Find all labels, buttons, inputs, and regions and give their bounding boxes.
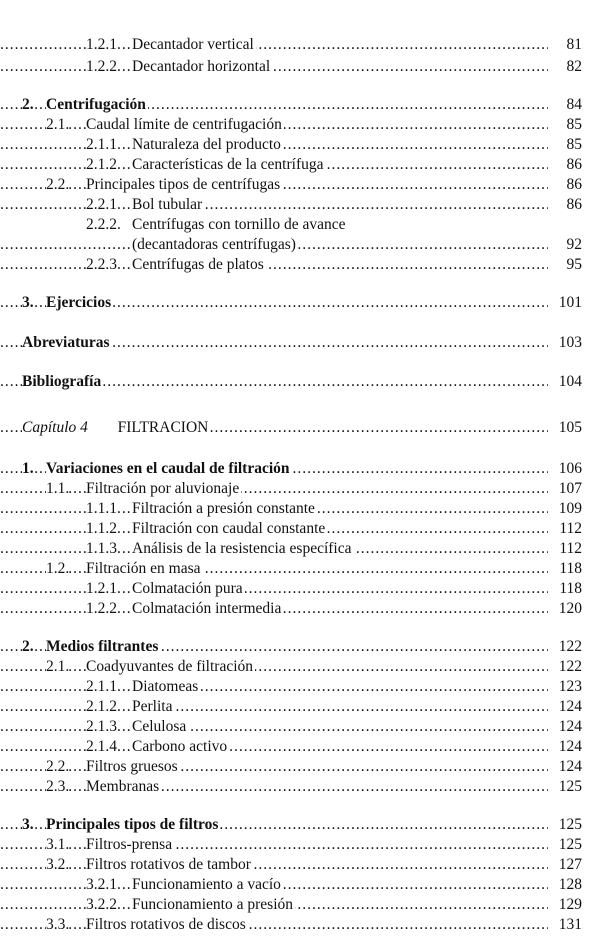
toc-entry-number: 1.2.2.	[86, 600, 121, 617]
toc-entry-number: 1.2.1.	[86, 580, 121, 597]
toc-entry	[0, 36, 600, 58]
chapter-label: Capítulo 4	[22, 419, 88, 436]
toc-entry-page: 128	[558, 876, 582, 893]
toc-entry	[0, 560, 600, 582]
toc-entry-title: Decantador horizontal	[132, 58, 271, 75]
toc-entry-title: Funcionamiento a vacío	[132, 876, 281, 893]
toc-entry-title: Abreviaturas	[22, 334, 110, 351]
toc-entry	[0, 678, 600, 700]
toc-entry-page: 101	[558, 294, 582, 311]
toc-entry	[0, 540, 600, 562]
toc-entry-title: Diatomeas	[132, 678, 199, 695]
toc-entry-number: 3.	[22, 816, 34, 833]
toc-entry-title: Decantador vertical	[132, 36, 254, 53]
toc-entry-page: 124	[558, 698, 582, 715]
toc-entry-page: 86	[566, 176, 582, 193]
toc-entry-number: 2.1.2.	[86, 156, 121, 173]
toc-entry-title: Carbono activo	[132, 738, 228, 755]
toc-entry-title: Colmatación intermedia	[132, 600, 282, 617]
toc-entry-number: 1.2.2.	[86, 58, 121, 75]
toc-entry-title: Caudal límite de centrifugación	[86, 116, 282, 133]
toc-entry-number: 1.1.1.	[86, 500, 121, 517]
toc-entry-page: 118	[559, 580, 582, 597]
toc-entry-page: 123	[558, 678, 582, 695]
chapter-heading	[0, 419, 600, 441]
toc-entry-page: 85	[566, 136, 582, 153]
toc-entry-title: Funcionamiento a presión	[132, 896, 293, 913]
toc-entry-page: 92	[566, 236, 582, 253]
toc-entry-page: 112	[559, 520, 582, 537]
toc-leader-dots	[0, 678, 548, 696]
toc-entry	[0, 156, 600, 178]
toc-entry-title: Filtración con caudal constante	[132, 520, 326, 537]
toc-entry-title: Centrífugas de platos	[132, 256, 264, 273]
toc-entry	[0, 816, 600, 838]
toc-entry-number: 1.	[22, 460, 34, 477]
toc-entry-page: 122	[558, 638, 582, 655]
toc-entry-page: 120	[558, 600, 582, 617]
toc-entry-page: 104	[558, 373, 582, 390]
toc-entry	[0, 876, 600, 898]
toc-entry-page: 107	[558, 480, 582, 497]
toc-leader-dots	[0, 758, 548, 776]
toc-entry-title: Naturaleza del producto	[132, 136, 281, 153]
toc-entry-title: Centrifugación	[46, 96, 146, 113]
toc-entry	[0, 196, 600, 218]
chapter-title: FILTRACION	[117, 419, 209, 436]
toc-entry-number: 2.3.	[46, 778, 70, 795]
toc-leader-dots	[0, 256, 548, 274]
toc-leader-dots	[0, 698, 548, 716]
toc-entry-page: 82	[566, 58, 582, 75]
toc-entry-page: 125	[558, 836, 582, 853]
toc-entry-page: 81	[566, 36, 582, 53]
toc-entry-title: Bol tubular	[132, 196, 203, 213]
toc-leader-dots	[0, 658, 548, 676]
toc-entry-number: 3.2.1.	[86, 876, 121, 893]
toc-entry	[0, 58, 600, 80]
toc-entry	[0, 856, 600, 878]
toc-leader-dots	[0, 58, 548, 76]
toc-entry-page: 86	[566, 196, 582, 213]
toc-entry	[0, 698, 600, 720]
toc-entry-title: Centrífugas con tornillo de avance	[132, 216, 346, 233]
toc-entry	[0, 116, 600, 138]
toc-entry-number: 2.	[22, 96, 34, 113]
toc-entry-title: Membranas	[86, 778, 160, 795]
toc-entry-title: Principales tipos de centrífugas	[86, 176, 281, 193]
toc-entry-title: Ejercicios	[46, 294, 112, 311]
toc-entry-title: Colmatación pura	[132, 580, 243, 597]
toc-entry-number: 2.1.4.	[86, 738, 121, 755]
toc-entry	[0, 460, 600, 482]
toc-entry	[0, 836, 600, 858]
toc-entry-title: Filtros rotativos de discos	[86, 916, 246, 933]
toc-entry-page: 84	[566, 96, 582, 113]
toc-leader-dots	[0, 778, 548, 796]
toc-entry	[0, 216, 600, 238]
toc-entry-page: 112	[559, 540, 582, 557]
toc-entry	[0, 136, 600, 158]
toc-entry-page: 85	[566, 116, 582, 133]
chapter-page: 105	[558, 419, 582, 436]
toc-entry-page: 124	[558, 758, 582, 775]
toc-entry	[0, 916, 600, 938]
toc-entry-page: 95	[566, 256, 582, 273]
toc-entry-page: 125	[558, 816, 582, 833]
toc-entry-number: 2.1.3.	[86, 718, 121, 735]
toc-entry	[0, 778, 600, 800]
toc-entry-number: 3.3.	[46, 916, 70, 933]
toc-entry	[0, 480, 600, 502]
toc-entry-number: 1.2.1.	[86, 36, 121, 53]
toc-entry-page: 131	[558, 916, 582, 933]
toc-entry-title: Filtración a presión constante	[132, 500, 315, 517]
toc-entry	[0, 718, 600, 740]
toc-entry-title: Análisis de la resistencia específica	[132, 540, 352, 557]
toc-entry-page: 103	[558, 334, 582, 351]
toc-entry-number: 1.2.	[46, 560, 70, 577]
toc-entry-page: 109	[558, 500, 582, 517]
toc-leader-dots	[0, 738, 548, 756]
toc-entry-number: 2.1.1.	[86, 678, 121, 695]
toc-entry	[0, 236, 600, 258]
toc-entry-title: (decantadoras centrífugas)	[132, 236, 296, 253]
toc-entry-number: 3.2.	[46, 856, 70, 873]
toc-entry-title: Celulosa	[132, 718, 187, 735]
toc-entry-number: 2.1.2.	[86, 698, 121, 715]
toc-entry-title: Bibliografía	[22, 373, 102, 390]
toc-entry-number: 2.2.	[46, 176, 70, 193]
toc-entry-page: 129	[558, 896, 582, 913]
toc-entry	[0, 294, 600, 316]
toc-entry-number: 1.1.2.	[86, 520, 121, 537]
toc-entry-title: Variaciones en el caudal de filtración	[46, 460, 290, 477]
toc-entry-page: 124	[558, 738, 582, 755]
toc-entry	[0, 176, 600, 198]
toc-leader-dots	[0, 836, 548, 854]
toc-entry-title: Características de la centrífuga	[132, 156, 324, 173]
toc-entry	[0, 758, 600, 780]
toc-entry-number: 3.1.	[46, 836, 70, 853]
toc-entry	[0, 256, 600, 278]
toc-leader-dots	[0, 856, 548, 874]
toc-entry-number: 2.2.2.	[86, 216, 121, 233]
toc-leader-dots	[0, 196, 548, 214]
toc-entry-page: 106	[558, 460, 582, 477]
toc-leader-dots	[0, 580, 548, 598]
toc-entry-number: 2.	[22, 638, 34, 655]
toc-entry-page: 127	[558, 856, 582, 873]
toc-entry-page: 86	[566, 156, 582, 173]
toc-entry-title: Coadyuvantes de filtración	[86, 658, 254, 675]
toc-entry-title: Principales tipos de filtros	[46, 816, 219, 833]
toc-entry-title: Filtros-prensa	[86, 836, 173, 853]
toc-entry-page: 124	[558, 718, 582, 735]
toc-entry-number: 1.1.3.	[86, 540, 121, 557]
toc-entry	[0, 896, 600, 918]
toc-entry	[0, 658, 600, 680]
toc-entry-page: 125	[558, 778, 582, 795]
toc-entry-page: 122	[558, 658, 582, 675]
toc-entry	[0, 738, 600, 760]
toc-entry	[0, 96, 600, 118]
toc-entry-title: Filtros gruesos	[86, 758, 178, 775]
toc-entry-page: 118	[559, 560, 582, 577]
toc-entry-title: Filtros rotativos de tambor	[86, 856, 251, 873]
toc-leader-dots	[0, 718, 548, 736]
toc-leader-dots	[0, 480, 548, 498]
toc-entry-number: 3.2.2.	[86, 896, 121, 913]
toc-entry	[0, 373, 600, 395]
toc-entry	[0, 638, 600, 660]
toc-entry	[0, 500, 600, 522]
toc-entry-number: 2.2.	[46, 758, 70, 775]
toc-entry-title: Perlita	[132, 698, 173, 715]
toc-leader-dots	[0, 916, 548, 934]
toc-entry-number: 2.1.	[46, 658, 70, 675]
toc-entry	[0, 580, 600, 602]
toc-entry-title: Filtración en masa	[86, 560, 201, 577]
toc-entry-number: 1.1.	[46, 480, 70, 497]
toc-entry	[0, 520, 600, 542]
toc-entry-number: 3.	[22, 294, 34, 311]
toc-entry-title: Filtración por aluvionaje	[86, 480, 240, 497]
toc-leader-dots	[0, 560, 548, 578]
toc-entry-number: 2.1.1.	[86, 136, 121, 153]
toc-entry-title: Medios filtrantes	[46, 638, 159, 655]
toc-entry-number: 2.1.	[46, 116, 70, 133]
toc-leader-dots	[0, 36, 548, 54]
toc-entry-number: 2.2.1.	[86, 196, 121, 213]
toc-entry	[0, 600, 600, 622]
toc-entry-number: 2.2.3.	[86, 256, 121, 273]
toc-entry	[0, 334, 600, 356]
